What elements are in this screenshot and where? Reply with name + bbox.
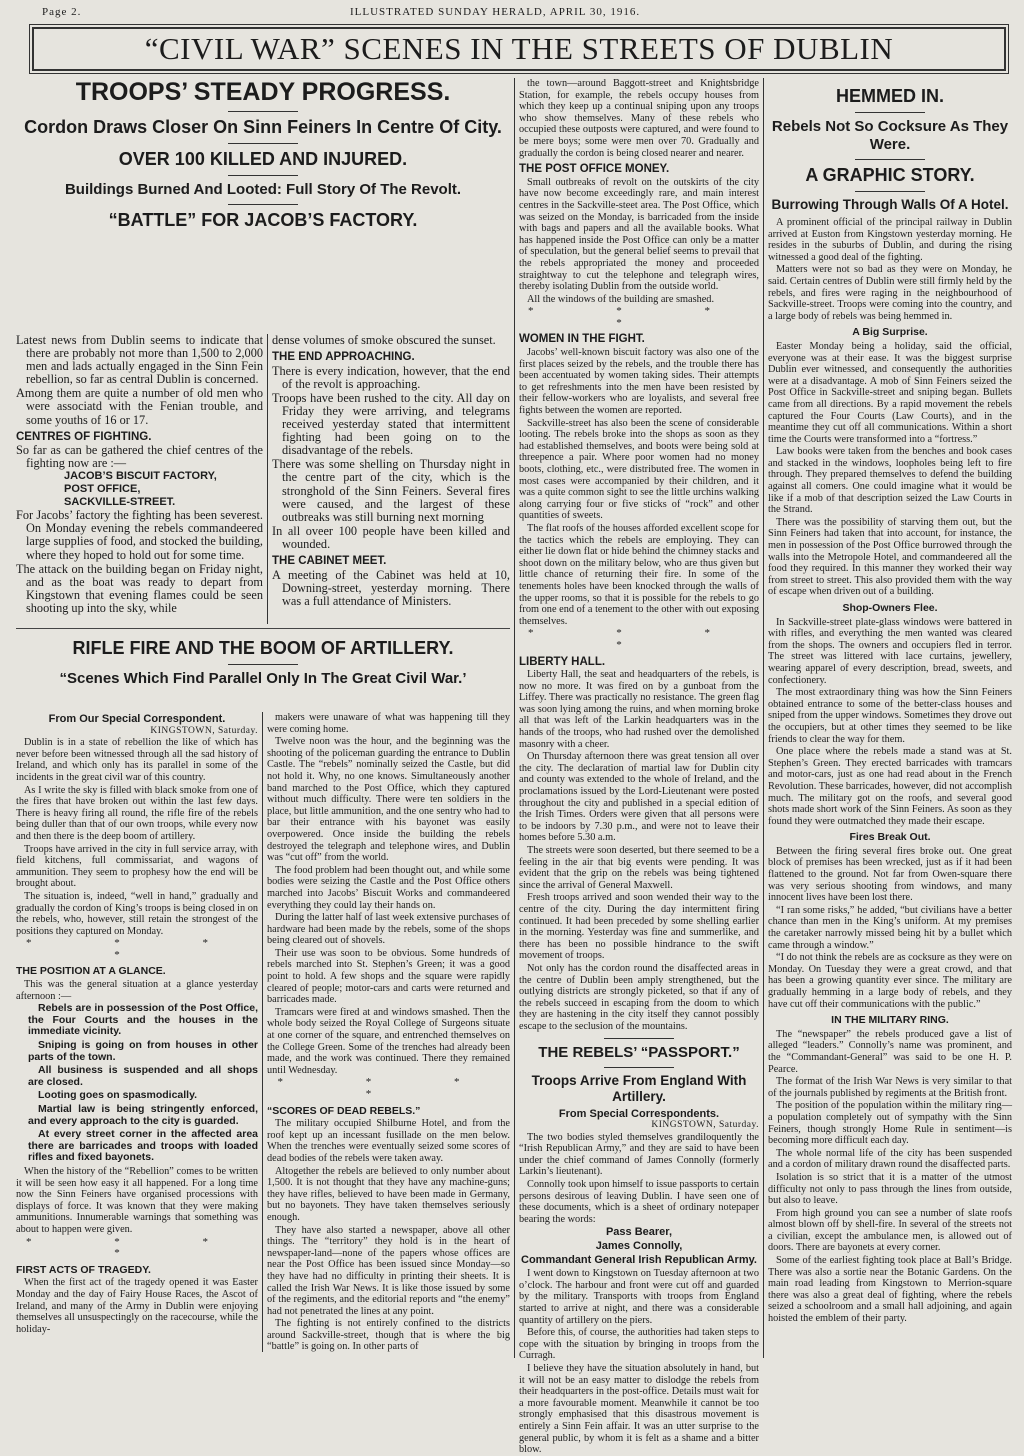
paragraph: The attack on the building began on Friday night, and as the boat was ready to depart from Kingstown that evening flames could be seen shooting up into the sky, while: [16, 561, 263, 615]
paragraph: “I ran some risks,” he added, “but civilians have a better chance than men in the King’s uniform. At my premises the caretaker narrowly missed being hit by a bullet which came through a window.”: [768, 904, 1012, 951]
paragraph: The “newspaper” the rebels produced gave a list of alleged “leaders.” Connolly’s name was prominent, and the “Commandant-General” was said to be one H. P. Pearce.: [768, 1028, 1012, 1075]
paragraph: Small outbreaks of revolt on the outskirts of the city have now become exceedingly rare, and main interest centres in the Sackville-steet area. The Post Office, which was seized on the Monday, is barricaded from the inside with bags and papers and all the available books. What has happened inside the Post Office can only be a matter of speculation, but the general belief seems to prevail that the rebels appropriated the money and proceeded straightway to cut the telephone and telegraph wires, thereby isolating Dublin from the outside world.: [519, 176, 759, 293]
paragraph: Twelve noon was the hour, and the beginning was the shooting of the policeman guarding the entrance to Dublin Castle. The “rebels” nominally seized the Castle, but did not hold it. Why, no one knows. Simultaneously another band marched to the Post Office, which they captured without much difficulty. There were ten soldiers in the place, but little ammunition, and the one sentry who had to bar their entrance with his bayonet was easily overpowered. Once inside the building the rebels destroyed the telegraph and telephone wires, and Dublin was “cut off” from the world.: [267, 736, 510, 864]
paragraph: There was some shelling on Thursday night in the centre part of the city, which is the stronghold of the Sinn Feiners. Several fires were caused, and the largest of these outbreaks was still burning next morning: [272, 457, 510, 524]
paragraph: Fresh troops arrived and soon wended their way to the centre of the city. During the day intermittent firing continued. It had been preceded by some shelling earlier in the morning. Yesterday was fine and summerlike, and there has been no possible hindrance to the swift movement of troops.: [519, 892, 759, 962]
paragraph: the town—around Baggott-street and Knightsbridge Station, for example, the rebels occupy houses from which they keep up a continual sniping upon any troops who show themselves. Many of these rebels who occupied these outposts were captured, and were found to be mere boys; some were men over 70. Gradually and gradually the cordon is being closed nearer and nearer.: [519, 78, 759, 159]
column-rule: [262, 712, 263, 1352]
asterism-divider: * * * *: [528, 627, 750, 651]
subheadline: Troops Arrive From England With Artillery.: [531, 1072, 747, 1104]
asterism-divider: * * * *: [26, 1235, 248, 1260]
headline: OVER 100 KILLED AND INJURED.: [118, 149, 408, 169]
column-rule: [763, 78, 764, 1358]
paragraph: As I write the sky is filled with black smoke from one of the fires that have broken out within the last few days. There is heavy firing all round, the rifle fire of the rebels being duller than that of our own troops, while every now and then there is the deep boom of artillery.: [16, 784, 258, 842]
section-heading: LIBERTY HALL.: [519, 655, 606, 668]
fighting-centre: SACKVILLE-STREET.: [64, 495, 176, 508]
section-heading: THE POST OFFICE MONEY.: [519, 163, 670, 176]
jacob-column-b: [272, 334, 510, 624]
divider-rule: [228, 175, 298, 176]
paragraph: Sackville-street has also been the scene of considerable looting. The rebels broke into the shops as soon as they had established themselves, and boots were being sold at threepence a pair. Where poor women had no money boots, clothing, etc., were distributed free. The women in most cases were accompanied by their children, and it was a quite common sight to see the little urchins walking along carrying four or five sticks of “rock” and other quantities of sweets.: [519, 417, 759, 522]
divider-rule: [855, 191, 925, 192]
byline: From Our Special Correspondent.: [48, 713, 226, 725]
paragraph: The military occupied Shilburne Hotel, and from the roof kept up an incessant fusillade on the men below. When the trenches were eventually seized some scores of dead bodies of the rebels were taken away.: [267, 1118, 510, 1164]
paragraph: makers were unaware of what was happening till they were coming home.: [267, 712, 510, 735]
paragraph: The situation is, indeed, “well in hand,” gradually and gradually the cordon of King’s troops is being closed in on the rebels, who, however, still retain the strongest of the positions they captured on Monday.: [16, 890, 258, 937]
paragraph: dense volumes of smoke obscured the sunset.: [272, 333, 496, 347]
middle-column: [519, 78, 759, 1456]
paragraph: The fighting is not entirely confined to the districts around Sackville-street, though that is where the big “battle” is going on. In other parts of: [267, 1318, 510, 1353]
paragraph: All the windows of the building are smashed.: [527, 293, 715, 305]
paragraph: The flat roofs of the houses afforded excellent scope for the tactics which the rebels are employing. They can either lie down flat or hide behind the chimney stacks and shoot down on the military below, who are thus given but little chance of returning their fire. In some of the tenements holes have been knocked through the walls of the upper rooms, so that it is possible for the rebels to go from one end of a tenement to the other with out exposing themselves.: [519, 522, 759, 627]
jacob-column-a: [16, 334, 263, 624]
banner-headline: “CIVIL WAR” SCENES IN THE STREETS OF DUBLIN: [32, 27, 1006, 71]
paragraph: The two bodies styled themselves grandiloquently the “Irish Republican Army,” and they are said to have been under the chief command of James Connolly (formerly Larkin’s lieutenant).: [519, 1131, 759, 1178]
paragraph: Matters were not so bad as they were on Monday, he said. Certain centres of Dublin were still firmly held by the rebels, and fires were raging in the neighbourhood of Sackville-street. Troops were coming into the country, and a large body of rebels was being hemmed in.: [768, 264, 1012, 322]
paragraph: “I do not think the rebels are as cocksure as they were on Monday. On Tuesday they were a great crowd, and that has been a growing quantity ever since. The military are gradually hemming in a large body of rebels, and they have cut off their communications with the public.”: [768, 952, 1012, 1010]
bold-bulletin: Sniping is going on from houses in other parts of the town.: [28, 1039, 258, 1063]
divider-rule: [604, 1067, 674, 1068]
paragraph: Easter Monday being a holiday, said the official, everyone was at their ease. It was the biggest surprise Dublin ever witnessed, and consequently the authorities were at a disadvantage. A mob of Sinn Feiners seized the Post Office in Sackville-street and sniping began. Bullets came from all directions. By a rapid movement the rebels captured the Four Courts (Law Courts), and in the meantime they cut off all communications. Within a short time the Courts were transformed into a “fortress.”: [768, 340, 1012, 445]
section-heading: THE POSITION AT A GLANCE.: [16, 965, 166, 978]
section-rule: [16, 628, 510, 629]
paragraph: Latest news from Dublin seems to indicate that there are probably not more than 1,500 to 2,000 men and lads actually engaged in the Sinn Fein rebellion, so far as central Dublin is concerned.: [16, 333, 263, 387]
paragraph: The format of the Irish War News is very similar to that of the journals published by regiments at the British front.: [768, 1076, 1012, 1099]
headline: “BATTLE” FOR JACOB’S FACTORY.: [108, 210, 418, 230]
section-heading: THE END APPROACHING.: [272, 351, 415, 364]
paragraph: I believe they have the situation absolutely in hand, but it will not be an easy matter to dislodge the rebels from their headquarters in the post-office. Details must wait for a more favourable moment. Meanwhile it cannot be too strongly emphasised that this disastrous movement is entirely a Sinn Fein affair. It was an utter surprise to the general public, by whom it is felt as a shame and a bitter blow.: [519, 1362, 759, 1456]
paragraph: So far as can be gathered the chief centres of the fighting now are :—: [16, 443, 263, 471]
asterism-divider: * * * *: [26, 937, 248, 961]
bold-bulletin: Looting goes on spasmodically.: [38, 1089, 198, 1102]
paragraph: When the history of the “Rebellion” comes to be written it will be seen how easy it all happened. For a long time now the Sinn Feiners have organised processions with displays of force. It was known that they were making ammunitions. Innumerable warnings that something was about to happen were given.: [16, 1165, 258, 1235]
headline: Cordon Draws Closer On Sinn Feiners In Centre Of City.: [24, 117, 502, 137]
byline: From Special Correspondents.: [558, 1107, 720, 1120]
right-column: [768, 82, 1012, 1358]
fighting-centre: POST OFFICE,: [64, 483, 141, 496]
headline: TROOPS’ STEADY PROGRESS.: [75, 78, 451, 106]
paragraph: The position of the population within the military ring—a population completely out of sympathy with the Sinn Feiners, though strongly Home Rule in sentiment—is becoming more difficult each day.: [768, 1100, 1012, 1147]
section-heading: “SCORES OF DEAD REBELS.”: [267, 1104, 421, 1117]
rifle-headlines: [16, 634, 510, 710]
asterism-divider: * * * *: [277, 1076, 500, 1100]
divider-rule: [855, 159, 925, 160]
paragraph: Connolly took upon himself to issue passports to certain persons desirous of leaving Dublin. I have seen one of these documents, which is a sheet of ordinary notepaper bearing the words:: [519, 1179, 759, 1225]
paragraph: Before this, of course, the authorities had taken steps to cope with the situation by bringing in troops from the Curragh.: [519, 1327, 759, 1362]
paragraph: They have also started a newspaper, above all other things. The “territory” they hold is in the heart of newspaper-land—none of the papers whose offices are near the Post Office has been issued since Monday—so they have had no difficulty in printing their sheets. It is called the Irish War News. It is like those issued by some of the regiments, and the editorial reports and “the enemy” had not penetrated the lines at any point.: [267, 1224, 510, 1317]
paragraph: Tramcars were fired at and windows smashed. Then the whole body seized the Royal College of Surgeons situate at one corner of the square, and entrenched themselves on the College Green. Some of the trenches had already been made, and the work was continued. There they remained until Wednesday.: [267, 1006, 510, 1076]
section-heading: CENTRES OF FIGHTING.: [16, 430, 152, 443]
paragraph: There was the possibility of starving them out, but the Sinn Feiners had taken that into account, for instance, the men in possession of the Post Office burrowed through the walls into the Metropole Hotel, and commandeered all the food they required. In this manner they worked their way from street to street. This also provided them with the way of escape when driven out of a building.: [768, 516, 1012, 598]
paragraph: The most extraordinary thing was how the Sinn Feiners obtained entrance to some of the better-class houses and sniped from the upper windows. Sometimes they drove out the occupiers, but at other times they seemed to be like friends to clear the way for them.: [768, 687, 1012, 745]
paragraph: A meeting of the Cabinet was held at 10, Downing-street, yesterday morning. There was a full attendance of Ministers.: [272, 567, 510, 608]
paragraph: Isolation is so strict that it is a matter of the utmost difficulty not only to pass through the lines from outside, but also to leave.: [768, 1171, 1012, 1207]
passport-text: James Connolly,: [595, 1240, 683, 1253]
lead-headlines: [16, 78, 510, 308]
fighting-centre: JACOB’S BISCUIT FACTORY,: [64, 470, 217, 483]
paragraph: Troops have been rushed to the city. All day on Friday they were arriving, and telegrams received yesterday stated that intermittent fighting had been going on to the disadvantage of the rebels.: [272, 390, 510, 458]
paragraph: The streets were soon deserted, but there seemed to be a feeling in the air that big events were pending. It was evident that the grip on the rebels was being tightened since the arrival of General Maxwell.: [519, 845, 759, 891]
paragraph: Altogether the rebels are believed to only number about 1,500. It is not thought that they have any machine-guns; they have rifles, believed to have been made in Germany, but no bayonets. They have taken themselves seriously enough.: [267, 1165, 510, 1223]
paragraph: On Thursday afternoon there was great tension all over the city. The declaration of martial law for Dublin city and county was extended to the whole of Ireland, and the proclamations issued by the Lord-Lieutenant were posted throughout the city and published in a special edition of the Irish Times. Orders were given that all persons were to be indoors by 7.30 p.m., and were not to leave their homes before 5.30 a.m.: [519, 751, 759, 844]
paragraph: Not only has the cordon round the disaffected areas in the centre of Dublin been amply strengthened, but the outlying districts are strongly picketed, so that if any of the rebels succeed in escaping from the doom to which they are hastening in the city itself they cannot possibly escape to the seclusion of the mountains.: [519, 962, 759, 1032]
paragraph: Between the firing several fires broke out. One great block of premises has been wrecked, just as if it had been flattened to the ground. Not far from Owen-square there was very serious shooting from windows, and many innocent lives have been lost there.: [768, 845, 1012, 904]
divider-rule: [228, 111, 298, 112]
dateline: KINGSTOWN, Saturday.: [651, 1120, 759, 1131]
paragraph: There is every indication, however, that the end of the revolt is approaching.: [272, 363, 510, 391]
paragraph: During the latter half of last week extensive purchases of hardware had been made by the rebels, some of the shops being cleared out of shovels.: [267, 912, 510, 947]
section-heading: WOMEN IN THE FIGHT.: [519, 333, 645, 346]
bold-bulletin: At every street corner in the affected area there are barricades and troops with loaded rifles and fixed bayonets.: [28, 1128, 258, 1164]
section-heading: Fires Break Out.: [849, 831, 931, 844]
paragraph: One place where the rebels made a stand was at St. Stephen’s Green. They erected barricades with tramcars and motor-cars, just as one had read about in the French Revolution. These barricades, however, did not accomplish much. The military got on the roofs, and several good shots made short work of the Sinn Feiners. As soon as they found they were outmatched they made their escape.: [768, 746, 1012, 827]
paragraph: For Jacobs’ factory the fighting has been severest. On Monday evening the rebels commandeered large supplies of food, and stocked the building, where they hoped to hold out for some time.: [16, 508, 263, 562]
column-rule: [514, 78, 515, 1358]
paragraph: Some of the earliest fighting took place at Ball’s Bridge. There was also a sortie near the Botanic Gardens. On the main road leading from Kingstown to Merrion-square there was also a great deal of fighting, where the rebels seized a schoolroom and a small hall adjoining, and again hoisted the emblem of their party.: [768, 1255, 1012, 1325]
paragraph: A prominent official of the principal railway in Dublin arrived at Euston from Kingstown yesterday morning. He resides in the suburbs of Dublin, and during the rising witnessed a good deal of the fighting.: [768, 217, 1012, 263]
paragraph: Jacobs’ well-known biscuit factory was also one of the first places seized by the rebels, and the trouble there has been accentuated by women taking sides. Their attempts to get refreshments into the men have been resisted by their fellow-workers who are loyalists, and several free fights between the women are reported.: [519, 347, 759, 417]
subheadline: Burrowing Through Walls Of A Hotel.: [771, 197, 1009, 212]
section-heading: FIRST ACTS OF TRAGEDY.: [16, 1263, 151, 1276]
divider-rule: [228, 664, 298, 665]
masthead: ILLUSTRATED SUNDAY HERALD, APRIL 30, 1916.: [350, 6, 641, 18]
subheadline: “Scenes Which Find Parallel Only In The Great Civil War.’: [59, 670, 467, 687]
section-heading: A Big Surprise.: [852, 326, 928, 339]
divider-rule: [228, 143, 298, 144]
paragraph: This was the general situation at a glance yesterday afternoon :—: [16, 979, 258, 1002]
passport-text: Pass Bearer,: [605, 1226, 673, 1239]
page-header: [30, 6, 1004, 22]
page-number: Page 2.: [42, 6, 82, 18]
subheadline: Buildings Burned And Looted: Full Story Of The Revolt.: [64, 181, 462, 198]
paragraph: Among them are quite a number of old men who were associatd with the Fenian trouble, and some youths of 16 or 17.: [16, 386, 263, 427]
divider-rule: [855, 112, 925, 113]
paragraph: When the first act of the tragedy opened it was Easter Monday and the day of Fairy House Races, the Ascot of Ireland, and many of the Army in Dublin were enjoying themselves all unsuspectingly on the racecourse, while the holiday-: [16, 1277, 258, 1335]
paragraph: The whole normal life of the city has been suspended and a cordon of military drawn round the disaffected parts.: [768, 1147, 1012, 1171]
rifle-column-a: [16, 712, 258, 1352]
headline: A GRAPHIC STORY.: [805, 165, 975, 185]
rifle-column-b: [267, 712, 510, 1352]
divider-rule: [228, 204, 298, 205]
paragraph: From high ground you can see a number of slate roofs almost blown off by shell-fire. In several of the streets not a civilian, except the ambulance men, is allowed out of doors. There are bayonets at every corner.: [768, 1207, 1012, 1254]
section-heading: IN THE MILITARY RING.: [831, 1014, 949, 1027]
paragraph: The food problem had been thought out, and while some bodies were seizing the Castle and the Post Office others marched into Jacobs’ Biscuit Works and commandeered everything they could lay their hands on.: [267, 864, 510, 911]
bold-bulletin: All business is suspended and all shops are closed.: [28, 1064, 258, 1088]
bold-bulletin: Martial law is being stringently enforced, and every approach to the city is guarded.: [28, 1103, 258, 1127]
headline: HEMMED IN.: [836, 86, 944, 106]
passport-text: Commandant General Irish Republican Army.: [521, 1253, 757, 1266]
paragraph: Troops have arrived in the city in full service array, with field kitchens, full commissariat, and wagons of ammunition. They seem to prophesy how the end will be brought about.: [16, 843, 258, 890]
paragraph: In Sackville-street plate-glass windows were battered in with rifles, and everything the men wanted was cleared from the shops. The owners and occupiers fled in terror. The street was littered with lace curtains, jewellery, wearing apparel of every description, bread, sweets, and confectionery.: [768, 616, 1012, 686]
paragraph: Law books were taken from the benches and book cases and stacked in the windows, loopholes being left to fire through. They prepared themselves to defend the building against all comers. One could imagine what it would be like if a mob of that description seized the Law Courts in the Strand.: [768, 446, 1012, 516]
paragraph: I went down to Kingstown on Tuesday afternoon at two o’clock. The harbour and front were cut off and guarded by the military. Transports with troops from England started to arrive at night, and there was a considerable quantity of artillery on the piers.: [519, 1268, 759, 1326]
section-heading: Shop-Owners Flee.: [842, 602, 938, 614]
divider-rule: [604, 1038, 674, 1039]
column-rule: [267, 334, 268, 624]
section-heading: THE CABINET MEET.: [272, 555, 387, 567]
paragraph: Their use was soon to be obvious. Some hundreds of rebels marched into St. Stephen’s Green; it was a good point to hold. A few shops and the square were rapidly cleared of people; motor-cars and carts were returned and barricades made.: [267, 947, 510, 1006]
subheadline: THE REBELS’ “PASSPORT.”: [538, 1043, 740, 1061]
paragraph: In all oveer 100 people have been killed and wounded.: [272, 523, 510, 551]
asterism-divider: * * * *: [528, 305, 750, 329]
subheadline: Rebels Not So Cocksure As They Were.: [771, 118, 1009, 153]
paragraph: Liberty Hall, the seat and headquarters of the rebels, is now no more. It was fired on by a gunboat from the Liffey. There was practically no resistance. The green flag was soon lying among the ruins, and when morning broke all that was left of the Larkin headquarters was in the hands of the troops, who had rushed over the demolished masonry with a cheer.: [519, 669, 759, 750]
headline: RIFLE FIRE AND THE BOOM OF ARTILLERY.: [72, 638, 454, 658]
dateline: KINGSTOWN, Saturday.: [150, 725, 258, 736]
paragraph: Dublin is in a state of rebellion the like of which has never before been witnessed through all the sad history of Ireland, and which only has its parallel in some of the incidents in the great civil war of this country.: [16, 737, 258, 783]
bold-bulletin: Rebels are in possession of the Post Office, the Four Courts and the houses in the immediate vicinity.: [28, 1002, 258, 1038]
